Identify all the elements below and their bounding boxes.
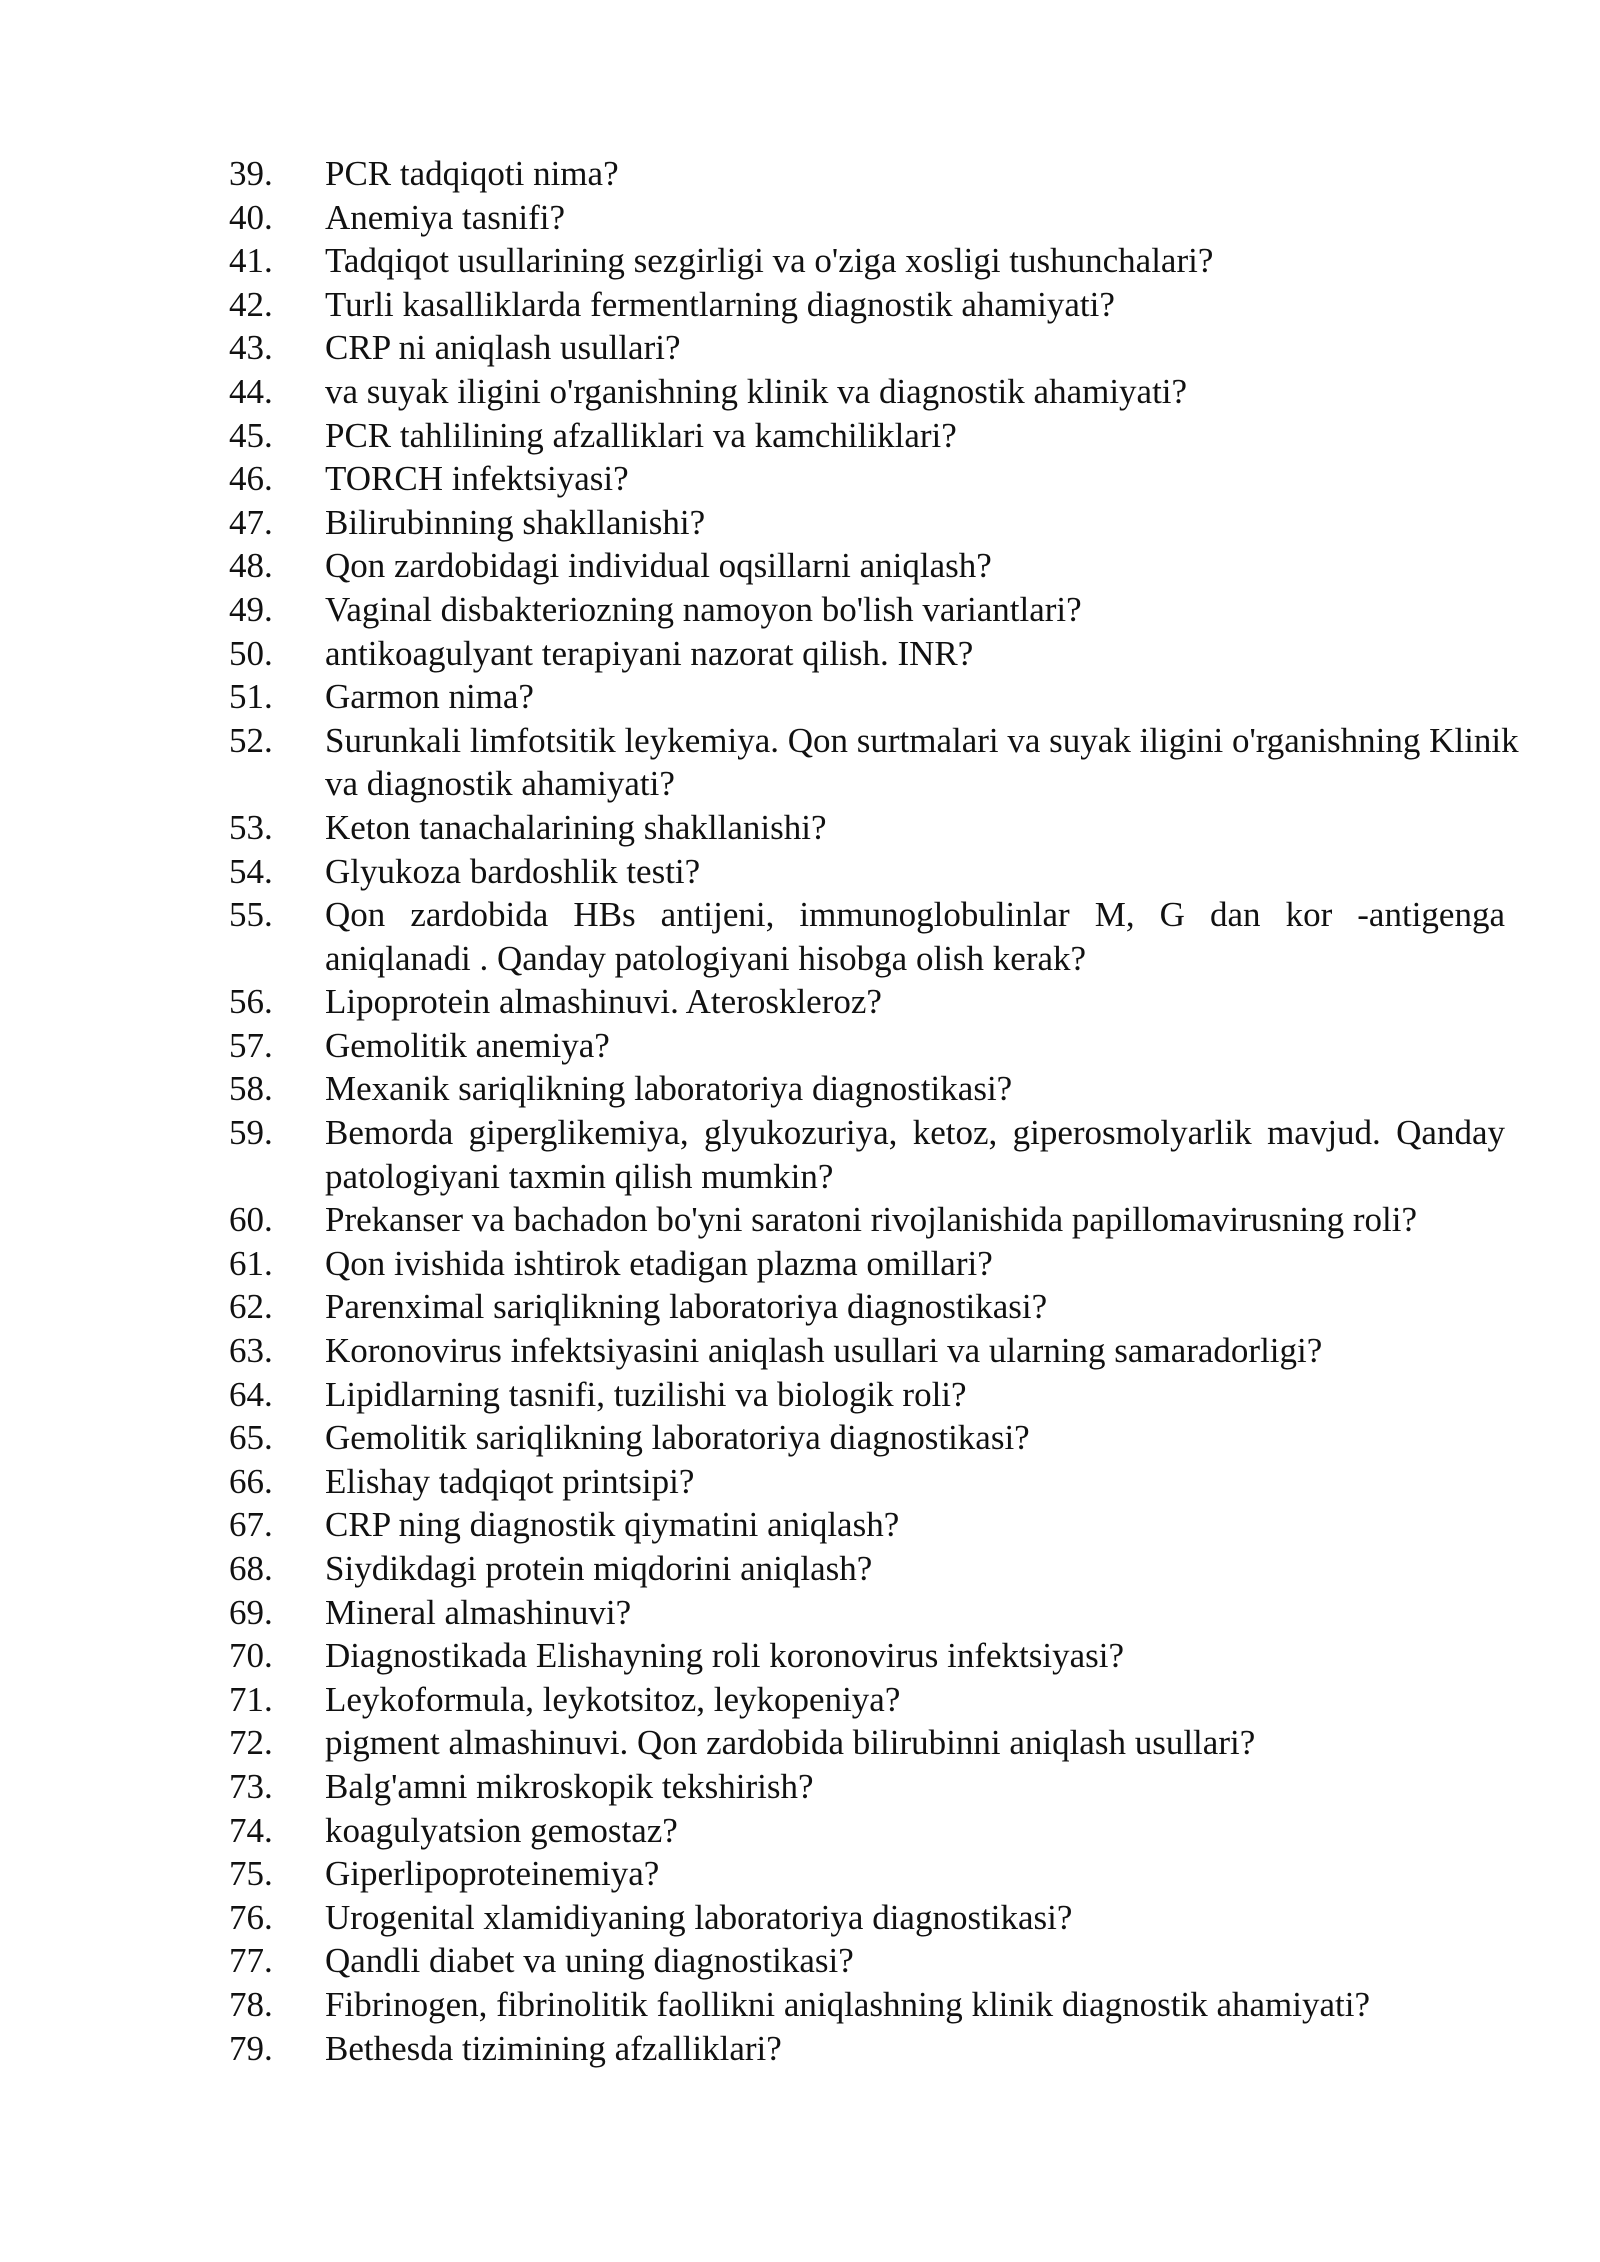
question-item bbox=[229, 1503, 1519, 1547]
question-item bbox=[229, 1721, 1519, 1765]
question-number: 46. bbox=[229, 459, 273, 499]
question-number: 43. bbox=[229, 328, 273, 368]
question-number: 47. bbox=[229, 502, 273, 542]
question-text: va suyak iligini o'rganishning klinik va diagnostik ahamiyati? bbox=[325, 371, 1188, 411]
question-number: 56. bbox=[229, 982, 273, 1022]
question-item bbox=[229, 806, 1519, 850]
question-number: 73. bbox=[229, 1766, 273, 1806]
question-number: 41. bbox=[229, 241, 273, 281]
question-item bbox=[229, 1024, 1519, 1068]
question-item bbox=[229, 1852, 1519, 1896]
question-text: Surunkali limfotsitik leykemiya. Qon surtmalari va suyak iligini o'rganishning Klinik va diagnostik ahamiyati? bbox=[325, 720, 1519, 804]
question-text: Bethesda tizimining afzalliklari? bbox=[325, 2028, 782, 2068]
question-number: 48. bbox=[229, 546, 273, 586]
question-text: CRP ning diagnostik qiymatini aniqlash? bbox=[325, 1505, 900, 1545]
question-text: Mexanik sariqlikning laboratoriya diagnostikasi? bbox=[325, 1069, 1013, 1109]
question-text: Garmon nima? bbox=[325, 677, 534, 717]
question-item bbox=[229, 1460, 1519, 1504]
question-number: 50. bbox=[229, 633, 273, 673]
question-item bbox=[229, 1591, 1519, 1635]
question-item bbox=[229, 1809, 1519, 1853]
question-number: 44. bbox=[229, 371, 273, 411]
question-number: 76. bbox=[229, 1897, 273, 1937]
question-text: Tadqiqot usullarining sezgirligi va o'ziga xosligi tushunchalari? bbox=[325, 241, 1214, 281]
question-text: Keton tanachalarining shakllanishi? bbox=[325, 807, 827, 847]
question-text: Koronovirus infektsiyasini aniqlash usullari va ularning samaradorligi? bbox=[325, 1331, 1323, 1371]
question-text: Anemiya tasnifi? bbox=[325, 197, 566, 237]
question-text: Giperlipoproteinemiya? bbox=[325, 1854, 660, 1894]
question-item bbox=[229, 1896, 1519, 1940]
question-item bbox=[229, 632, 1519, 676]
question-text: Siydikdagi protein miqdorini aniqlash? bbox=[325, 1549, 873, 1588]
question-text: Gemolitik anemiya? bbox=[325, 1025, 610, 1065]
question-number: 42. bbox=[229, 284, 273, 324]
question-item bbox=[229, 1373, 1519, 1417]
question-item bbox=[229, 370, 1519, 414]
question-item bbox=[229, 1242, 1519, 1286]
question-number: 52. bbox=[229, 720, 273, 760]
question-item bbox=[229, 1416, 1519, 1460]
question-item bbox=[229, 719, 1519, 806]
question-item bbox=[229, 414, 1519, 458]
question-text: PCR tahlilining afzalliklari va kamchiliklari? bbox=[325, 415, 957, 455]
question-text: Parenximal sariqlikning laboratoriya diagnostikasi? bbox=[325, 1287, 1048, 1327]
question-item bbox=[229, 850, 1519, 894]
question-number: 58. bbox=[229, 1069, 273, 1109]
question-item bbox=[229, 501, 1519, 545]
question-text: Elishay tadqiqot printsipi? bbox=[325, 1461, 695, 1501]
question-number: 65. bbox=[229, 1418, 273, 1458]
question-text: Bilirubinning shakllanishi? bbox=[325, 502, 706, 542]
question-item bbox=[229, 544, 1519, 588]
question-text: Fibrinogen, fibrinolitik faollikni aniqlashning klinik diagnostik ahamiyati? bbox=[325, 1984, 1370, 2024]
question-number: 57. bbox=[229, 1025, 273, 1065]
question-number: 72. bbox=[229, 1723, 273, 1763]
question-number: 61. bbox=[229, 1243, 273, 1283]
question-text: Leykoformula, leykotsitoz, leykopeniya? bbox=[325, 1679, 901, 1719]
question-number: 53. bbox=[229, 807, 273, 847]
question-item bbox=[229, 1198, 1519, 1242]
question-number: 62. bbox=[229, 1287, 273, 1327]
question-number: 68. bbox=[229, 1549, 273, 1588]
question-text: Vaginal disbakteriozning namoyon bo'lish variantlari? bbox=[325, 589, 1082, 629]
question-item bbox=[229, 1939, 1519, 1983]
question-item bbox=[229, 457, 1519, 501]
question-number: 40. bbox=[229, 197, 273, 237]
question-text: Balg'amni mikroskopik tekshirish? bbox=[325, 1766, 814, 1806]
question-number: 66. bbox=[229, 1461, 273, 1501]
question-number: 75. bbox=[229, 1854, 273, 1894]
question-item bbox=[229, 1765, 1519, 1809]
question-text: koagulyatsion gemostaz? bbox=[325, 1810, 678, 1850]
question-number: 78. bbox=[229, 1984, 273, 2024]
question-item bbox=[229, 588, 1519, 632]
question-item bbox=[229, 283, 1519, 327]
question-text: Qon zardobidagi individual oqsillarni aniqlash? bbox=[325, 546, 992, 586]
question-item bbox=[229, 1678, 1519, 1722]
question-item bbox=[229, 1983, 1519, 2027]
question-number: 54. bbox=[229, 851, 273, 891]
question-number: 39. bbox=[229, 154, 273, 193]
question-item bbox=[229, 893, 1519, 980]
question-number: 63. bbox=[229, 1331, 273, 1371]
question-text: antikoagulyant terapiyani nazorat qilish. INR? bbox=[325, 633, 974, 673]
question-item bbox=[229, 1634, 1519, 1678]
question-number: 79. bbox=[229, 2028, 273, 2068]
question-list bbox=[229, 152, 1519, 2070]
question-number: 70. bbox=[229, 1636, 273, 1676]
question-item bbox=[229, 675, 1519, 719]
question-item bbox=[229, 2027, 1519, 2071]
question-number: 67. bbox=[229, 1505, 273, 1545]
question-item bbox=[229, 196, 1519, 240]
question-number: 49. bbox=[229, 589, 273, 629]
question-text: PCR tadqiqoti nima? bbox=[325, 154, 619, 193]
question-number: 69. bbox=[229, 1592, 273, 1632]
question-text: pigment almashinuvi. Qon zardobida bilirubinni aniqlash usullari? bbox=[325, 1723, 1256, 1763]
question-text: Lipoprotein almashinuvi. Ateroskleroz? bbox=[325, 982, 882, 1022]
question-text: TORCH infektsiyasi? bbox=[325, 459, 629, 499]
question-text: Gemolitik sariqlikning laboratoriya diagnostikasi? bbox=[325, 1418, 1030, 1458]
question-text: Qon zardobida HBs antijeni, immunoglobulinlar M, G dan kor -antigenga aniqlanadi . Qanday patologiyani hisobga olish kerak? bbox=[325, 895, 1505, 978]
question-text: Lipidlarning tasnifi, tuzilishi va biologik roli? bbox=[325, 1374, 967, 1414]
question-item bbox=[229, 1329, 1519, 1373]
question-text: Qandli diabet va uning diagnostikasi? bbox=[325, 1941, 854, 1981]
question-item bbox=[229, 1067, 1519, 1111]
question-text: Bemorda giperglikemiya, glyukozuriya, ketoz, giperosmolyarlik mavjud. Qanday patologiyani taxmin qilish mumkin? bbox=[325, 1113, 1505, 1196]
question-number: 59. bbox=[229, 1113, 273, 1153]
question-text: Mineral almashinuvi? bbox=[325, 1592, 632, 1632]
question-number: 51. bbox=[229, 677, 273, 717]
question-item bbox=[229, 152, 1519, 196]
question-number: 64. bbox=[229, 1374, 273, 1414]
question-item bbox=[229, 326, 1519, 370]
question-text: Diagnostikada Elishayning roli koronovirus infektsiyasi? bbox=[325, 1636, 1125, 1676]
question-text: Qon ivishida ishtirok etadigan plazma omillari? bbox=[325, 1243, 993, 1283]
question-number: 60. bbox=[229, 1200, 273, 1240]
question-text: Prekanser va bachadon bo'yni saratoni rivojlanishida papillomavirusning roli? bbox=[325, 1200, 1418, 1240]
question-number: 77. bbox=[229, 1941, 273, 1981]
question-text: Turli kasalliklarda fermentlarning diagnostik ahamiyati? bbox=[325, 284, 1115, 324]
question-item bbox=[229, 1547, 1519, 1591]
question-item bbox=[229, 1285, 1519, 1329]
question-number: 71. bbox=[229, 1679, 273, 1719]
question-item bbox=[229, 239, 1519, 283]
question-number: 55. bbox=[229, 895, 273, 935]
question-text: Glyukoza bardoshlik testi? bbox=[325, 851, 701, 891]
question-text: Urogenital xlamidiyaning laboratoriya diagnostikasi? bbox=[325, 1897, 1073, 1937]
question-item bbox=[229, 980, 1519, 1024]
question-number: 74. bbox=[229, 1810, 273, 1850]
question-item bbox=[229, 1111, 1519, 1198]
question-text: CRP ni aniqlash usullari? bbox=[325, 328, 681, 368]
question-number: 45. bbox=[229, 415, 273, 455]
